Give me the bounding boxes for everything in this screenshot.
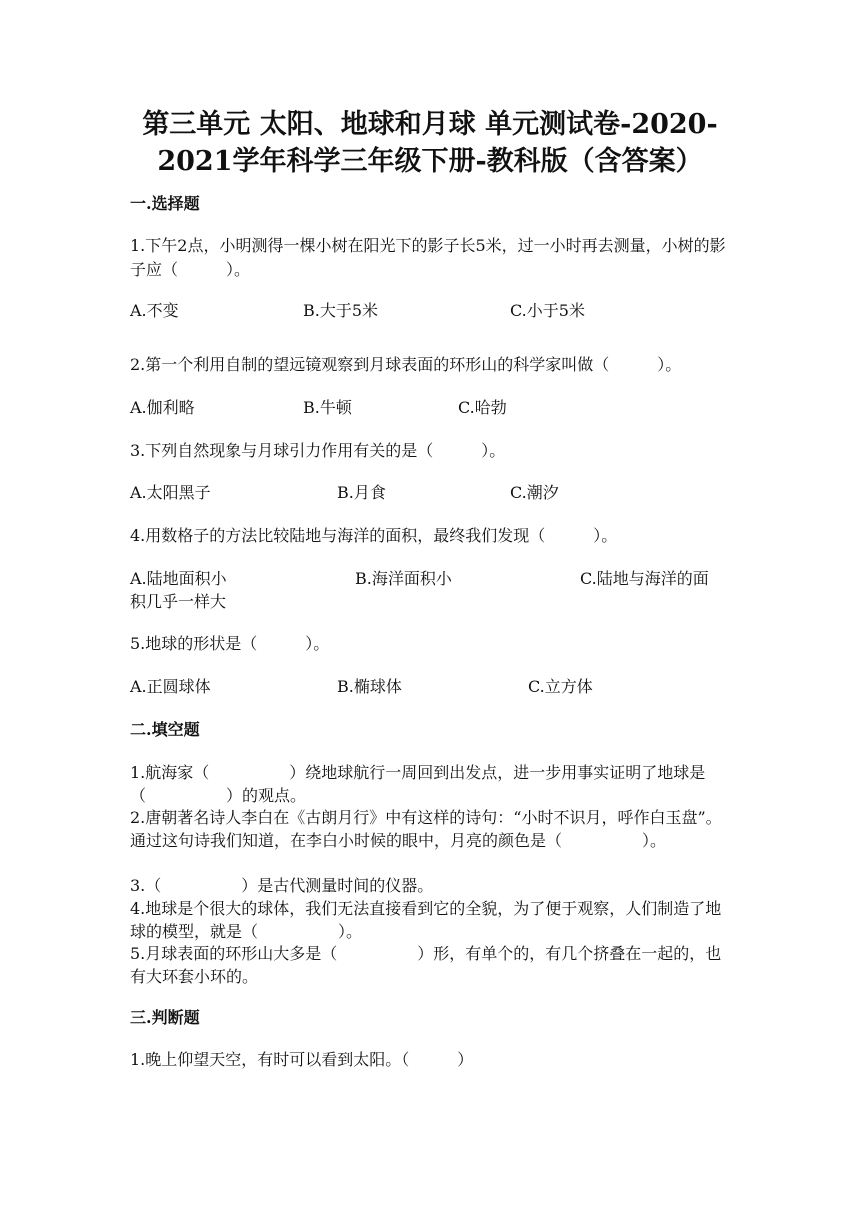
q3-option-b: B.月食 [337,483,386,502]
choice-question-2: 2.第一个利用自制的望远镜观察到月球表面的环形山的科学家叫做（ ）。 [130,355,682,374]
q4-option-c: C.陆地与海洋的面 [580,569,709,588]
fill-question-5: 5.月球表面的环形山大多是（ ）形，有单个的，有几个挤叠在一起的，也有大环套小环的。 [130,944,722,986]
choice-question-5: 5.地球的形状是（ ）。 [130,634,330,653]
q3-option-c: C.潮汐 [510,483,559,502]
q1-option-c: C.小于5米 [510,301,585,320]
fill-question-1: 1.航海家（ ）绕地球航行一周回到出发点，进一步用事实证明了地球是（ ）的观点。 [130,763,706,805]
fill-question-3: 3.（ ）是古代测量时间的仪器。 [130,876,434,895]
choice-question-1: 1.下午2点，小明测得一棵小树在阳光下的影子长5米，过一小时再去测量，小树的影子应（ ）。 [130,236,726,279]
section-heading-judge: 三.判断题 [130,1008,200,1027]
q5-option-c: C.立方体 [528,677,593,696]
section-heading-fill: 二.填空题 [130,720,200,739]
q4-option-c-continued: 积几乎一样大 [130,592,227,611]
q3-option-a: A.太阳黑子 [130,483,211,502]
q2-option-c: C.哈勃 [458,398,507,417]
document-title-line2: 2021学年科学三年级下册-教科版（含答案） [157,146,703,177]
q2-option-a: A.伽利略 [130,398,195,417]
q5-option-b: B.椭球体 [337,677,402,696]
q2-option-b: B.牛顿 [303,398,352,417]
choice-question-3: 3.下列自然现象与月球引力作用有关的是（ ）。 [130,441,506,460]
fill-question-2: 2.唐朝著名诗人李白在《古朗月行》中有这样的诗句：“小时不识月，呼作白玉盘”。通过这句诗我们知道，在李白小时候的眼中，月亮的颜色是（ ）。 [130,808,722,850]
judge-question-1: 1.晚上仰望天空，有时可以看到太阳。（ ） [130,1050,474,1069]
fill-question-4: 4.地球是个很大的球体，我们无法直接看到它的全貌，为了便于观察，人们制造了地球的模型，就是（ ）。 [130,899,722,941]
q4-option-a: A.陆地面积小 [130,569,227,588]
q1-option-a: A.不变 [130,301,179,320]
section-heading-choice: 一.选择题 [130,194,200,213]
choice-question-4: 4.用数格子的方法比较陆地与海洋的面积，最终我们发现（ ）。 [130,526,618,545]
q5-option-a: A.正圆球体 [130,677,211,696]
q1-option-b: B.大于5米 [303,301,379,320]
document-title-line1: 第三单元 太阳、地球和月球 单元测试卷-2020- [142,109,718,140]
q4-option-b: B.海洋面积小 [355,569,452,588]
